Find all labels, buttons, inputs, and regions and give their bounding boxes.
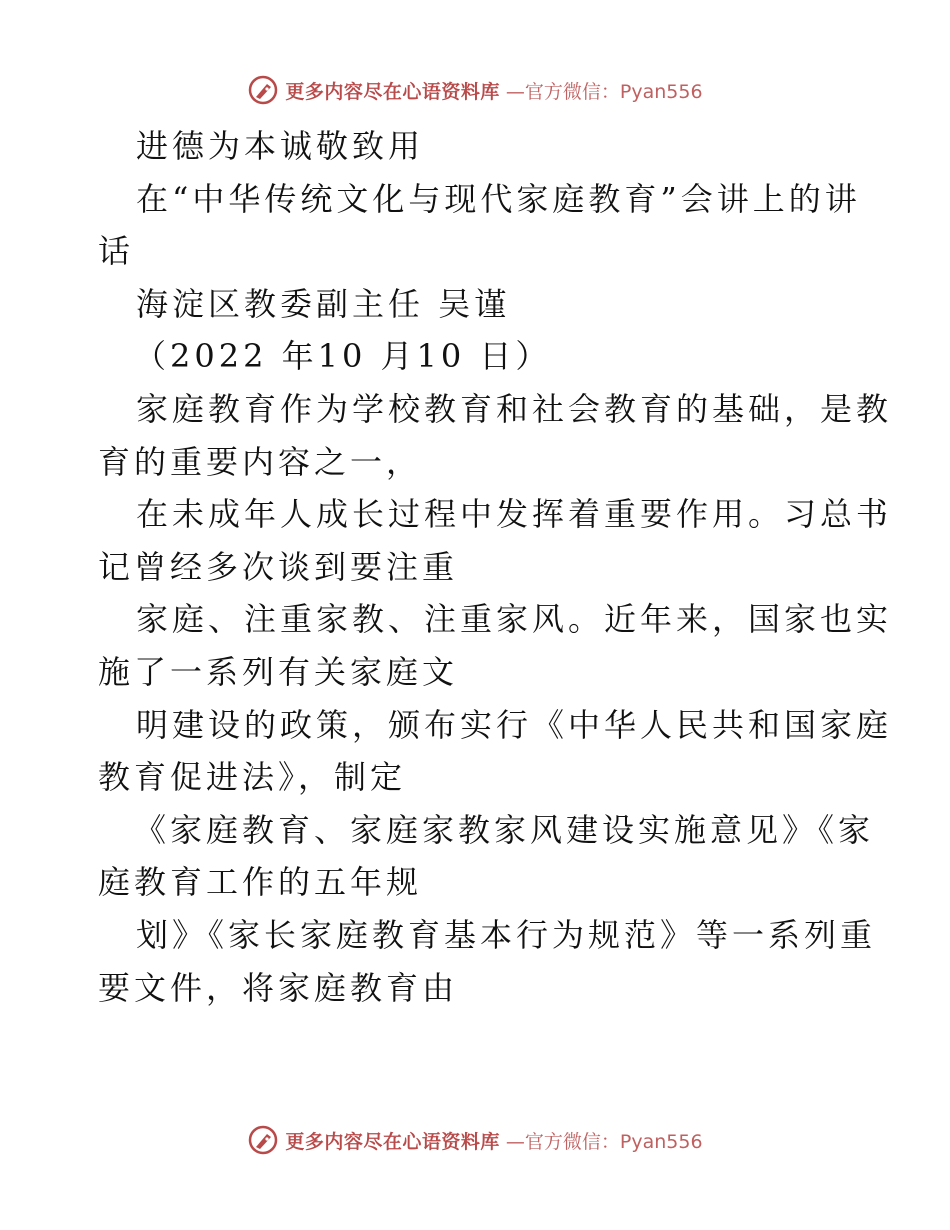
document-body [98,120,893,1014]
header-watermark [0,70,950,110]
paragraph-line: 庭教育工作的五年规 [98,863,423,902]
paragraph-line: 划》《家长家庭教育基本行为规范》等一系列重 [136,915,877,954]
paragraph-line: 家庭教育作为学校教育和社会教育的基础，是教 [136,389,893,428]
watermark-contact-text: —官方微信：Pyan556 [505,1130,703,1153]
paragraph-line: 记曾经多次谈到要注重 [98,547,459,586]
paragraph-line: 家庭、注重家教、注重家风。近年来，国家也实 [136,600,893,639]
paragraph-line: 明建设的政策，颁布实行《中华人民共和国家庭 [136,705,893,744]
watermark-brand-text: 更多内容尽在心语资料库 [285,80,500,103]
document-date: （2022 年10 月10 日） [134,337,552,376]
document-title: 进德为本诚敬致用 [136,127,425,165]
paragraph-line: 施了一系列有关家庭文 [98,652,459,691]
footer-watermark [0,1120,950,1160]
paragraph-line: 教育促进法》，制定 [98,758,407,797]
pen-nib-circle-icon [247,1124,279,1156]
watermark-contact-text: —官方微信：Pyan556 [505,80,703,103]
paragraph-line: 在未成年人成长过程中发挥着重要作用。习总书 [136,495,893,534]
paragraph-line: 《家庭教育、家庭家教家风建设实施意见》《家 [134,810,875,849]
paragraph-line: 要文件，将家庭教育由 [98,968,459,1007]
pen-nib-circle-icon [247,74,279,106]
document-author: 海淀区教委副主任 吴谨 [136,284,511,323]
document-subtitle-line: 在“中华传统文化与现代家庭教育”会讲上的讲 [136,179,861,218]
watermark-brand-text: 更多内容尽在心语资料库 [285,1130,500,1153]
document-subtitle-line: 话 [98,232,135,271]
paragraph-line: 育的重要内容之一， [98,442,423,481]
